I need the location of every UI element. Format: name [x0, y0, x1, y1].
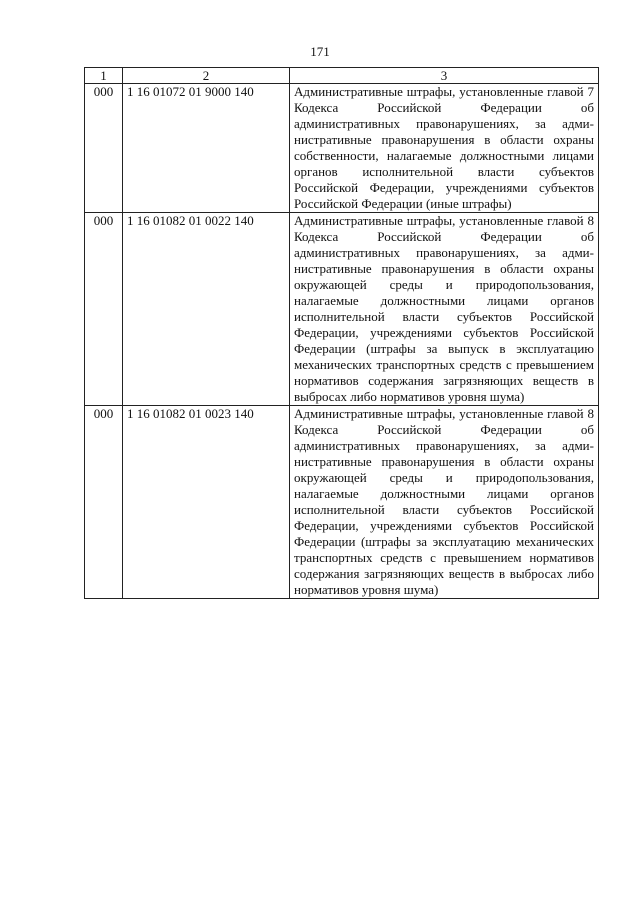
description-cell: Административные штрафы, установленные главой 8 Кодекса Российской Федерации об административных правонарушениях, за административные правонарушения в области охраны окружающей среды и природопользования, налагаемые должностными лицами органов исполнительной власти субъектов Российской Федерации, учреждениями субъектов Российской Федерации (штрафы за выпуск в эксплуатацию механических транспортных средств с превышением нормативов содержания загрязняющих веществ в выбросах либо нормативов уровня шума) [290, 213, 599, 406]
admin-code-cell: 000 [85, 84, 123, 213]
description-cell: Административные штрафы, установленные главой 8 Кодекса Российской Федерации об административных правонарушениях, за административные правонарушения в области охраны окружающей среды и природопользования, налагаемые должностными лицами органов исполнительной власти субъектов Российской Федерации, учреждениями субъектов Российской Федерации (штрафы за эксплуатацию механических транспортных средств с превышением нормативов содержания загрязняющих веществ в выбросах либо нормативов уровня шума) [290, 406, 599, 599]
budget-code-cell: 1 16 01072 01 9000 140 [123, 84, 290, 213]
fines-table [84, 67, 599, 599]
table-row [85, 213, 599, 406]
column-header-3: 3 [290, 68, 599, 84]
column-header-2: 2 [123, 68, 290, 84]
admin-code-cell: 000 [85, 213, 123, 406]
page-number: 171 [310, 44, 330, 59]
budget-code-cell: 1 16 01082 01 0022 140 [123, 213, 290, 406]
table-row [85, 406, 599, 599]
description-cell: Административные штрафы, установленные главой 7 Кодекса Российской Федерации об административных правонарушениях, за административные правонарушения в области охраны собственности, налагаемые должностными лицами органов исполнительной власти субъектов Российской Федерации, учреждениями субъектов Российской Федерации (иные штрафы) [290, 84, 599, 213]
table-header-row [85, 68, 599, 84]
column-header-1: 1 [85, 68, 123, 84]
budget-code-cell: 1 16 01082 01 0023 140 [123, 406, 290, 599]
table-row [85, 84, 599, 213]
admin-code-cell: 000 [85, 406, 123, 599]
